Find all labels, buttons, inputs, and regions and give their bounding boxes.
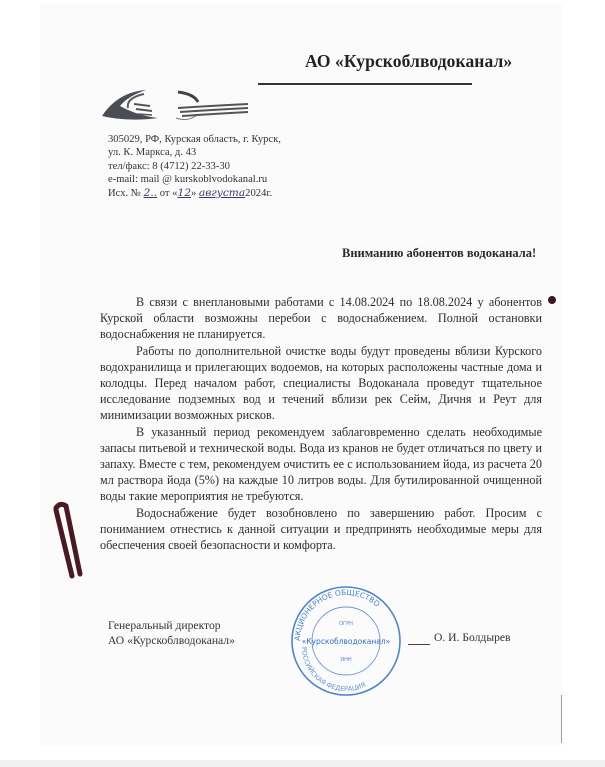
ref-month: августа <box>198 186 246 199</box>
page-bottom-edge <box>0 760 605 767</box>
ref-number: 2.. <box>143 186 158 199</box>
svg-text:АКЦИОНЕРНОЕ ОБЩЕСТВО <box>293 588 382 641</box>
paragraph: Работы по дополнительной очистке воды будут проведены вблизи Курского водохранилища и прилегающих водоемов, на которых расположены частные дома и колодцы. Перед началом работ, специалисты Водоканала проведут тщательное исследование подземных вод и течений вблизи рек Сейм, Дичня и Реут для минимизации возможных рисков. <box>100 343 542 423</box>
stamp-top-text: АКЦИОНЕРНОЕ ОБЩЕСТВО <box>292 587 382 642</box>
stamp-inn: ИНН <box>340 657 352 663</box>
ref-from: от « <box>159 187 178 199</box>
scan-edge-line <box>561 695 562 743</box>
svg-text:РОССИЙСКАЯ ФЕДЕРАЦИЯ <box>300 647 367 693</box>
handwritten-ink-mark <box>50 500 90 580</box>
stamp-center-text: «Курскоблводоканал» <box>301 637 391 646</box>
address-line-2: ул. К. Маркса, д. 43 <box>108 147 197 159</box>
signer-organization: АО «Курскоблводоканал» <box>108 634 235 647</box>
organization-title: АО «Курскоблводоканал» <box>305 51 513 71</box>
address-line-1: 305029, РФ, Курская область, г. Курск, <box>108 134 281 145</box>
ref-year: 2024г. <box>245 187 273 199</box>
stamp-bottom-text: РОССИЙСКАЯ ФЕДЕРАЦИЯ <box>299 646 367 694</box>
ref-prefix: Исх. № <box>108 187 141 199</box>
signature-line <box>408 644 430 645</box>
company-seal-stamp <box>290 585 402 697</box>
paragraph: В связи с внеплановыми работами с 14.08.2024 по 18.08.2024 у абонентов Курской области возможны перебои с водоснабжением. Полной остановки водоснабжения не планируется. <box>100 295 542 342</box>
signature-title <box>108 618 235 648</box>
ref-day: 12 <box>177 186 191 199</box>
paragraph: В указанный период рекомендуем заблаговременно сделать необходимые запасы питьевой и технической воды. Вода из кранов не будет отличаться по цвету и запаху. Вместе с тем, рекомендуем очистить ее с использованием йода, из расчета 20 мл раствора йода (5%) на каждые 10 литров воды. Для бутилированной очищенной воды такие мероприятия не требуются. <box>100 424 542 504</box>
stamp-ogrn: ОГРН <box>339 621 353 627</box>
signer-name: О. И. Болдырев <box>434 631 511 644</box>
ref-close: » <box>190 187 197 199</box>
notice-heading: Вниманию абонентов водоканала! <box>342 246 537 260</box>
water-waves-logo-icon <box>98 86 248 122</box>
email-line: e-mail: mail @ kurskoblvodokanal.ru <box>108 174 268 186</box>
paragraph: Водоснабжение будет возобновлено по завершению работ. Просим с пониманием отнестись к данной ситуации и предпринять необходимые меры для обеспечения своей безопасности и комфорта. <box>100 505 542 553</box>
sender-address <box>108 133 281 200</box>
header-rule <box>258 83 472 85</box>
reference-line <box>108 187 281 200</box>
signer-position: Генеральный директор <box>108 619 221 632</box>
ink-blot <box>548 296 556 304</box>
letter-body <box>100 294 542 553</box>
phone-line: тел/факс: 8 (4712) 22-33-30 <box>108 160 230 172</box>
